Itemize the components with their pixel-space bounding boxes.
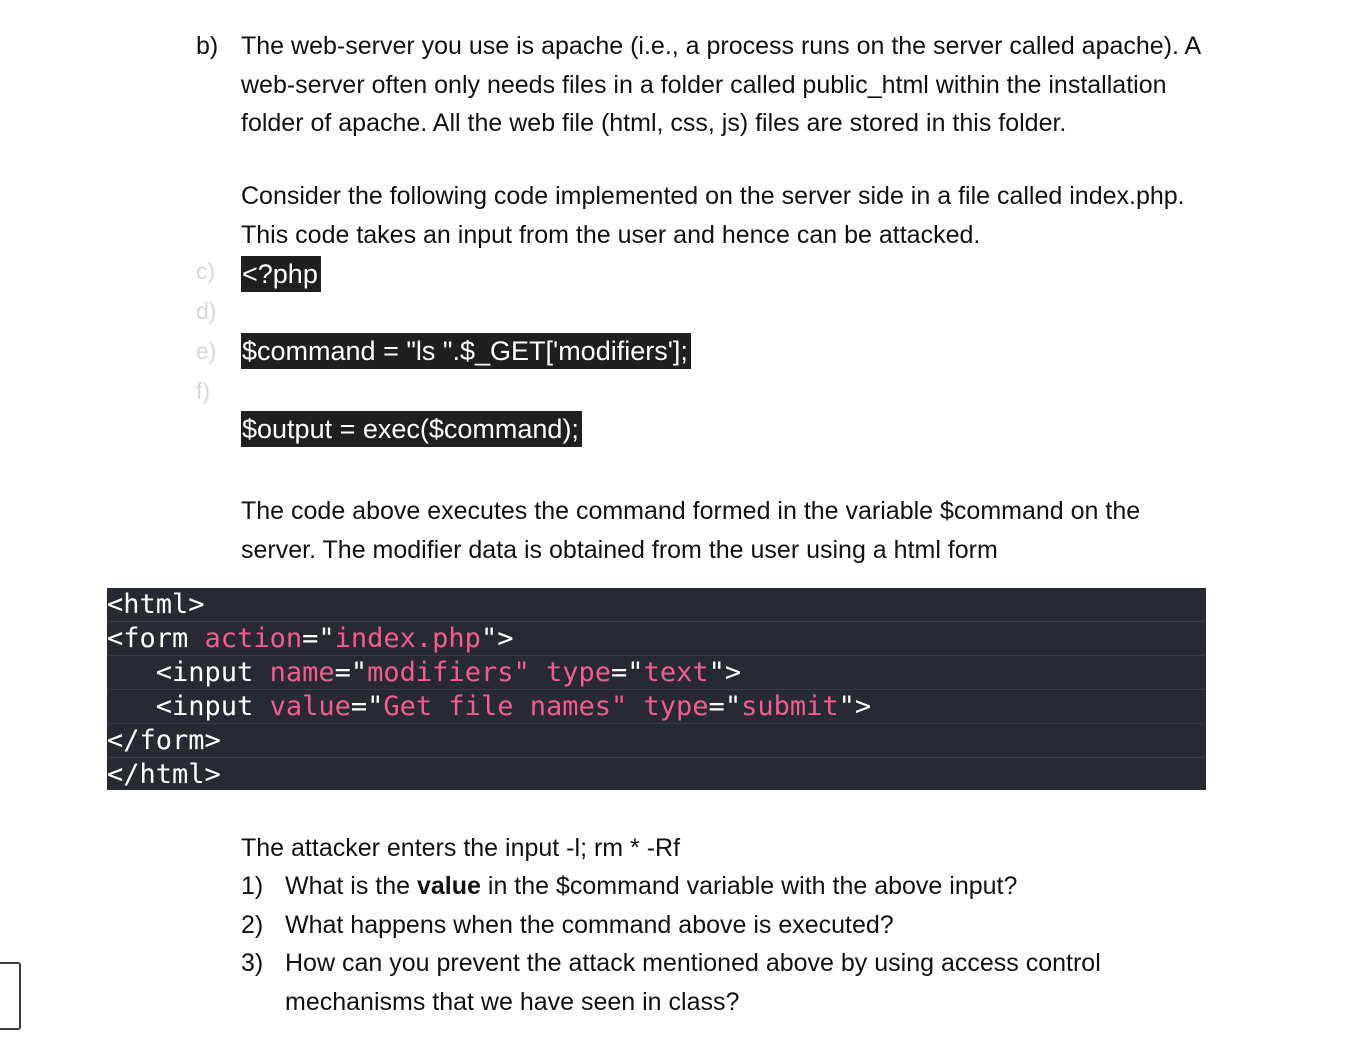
code-string: modifiers: [367, 657, 514, 688]
code-line-3: [107, 656, 1206, 690]
question-b-label: b): [196, 32, 219, 60]
question-item-3: [241, 944, 1216, 1021]
code-tag: <input: [155, 691, 254, 722]
question-number: 2): [241, 910, 264, 939]
code-quote: ": [367, 691, 384, 722]
code-string: Get file names: [383, 691, 611, 722]
side-panel-handle[interactable]: [0, 962, 21, 1030]
code-explanation: The code above executes the command formed in the variable $command on the server. The modifier data is obtained from the user using a html form: [241, 497, 1141, 564]
code-tag: <input: [155, 657, 254, 688]
question-item-2: [241, 906, 1216, 945]
code-equals: =: [611, 657, 628, 688]
code-tag: </form>: [107, 725, 221, 756]
code-quote: ": [350, 657, 368, 688]
ghost-label-f: f): [196, 378, 211, 404]
attacker-input-text: The attacker enters the input -l; rm * -Rf: [241, 834, 681, 862]
code-quote: ": [480, 623, 498, 654]
code-line-4: [107, 690, 1206, 724]
question-text: in the $command variable with the above input?: [480, 872, 1018, 900]
question-number: 3): [241, 949, 264, 977]
question-text: How can you prevent the attack mentioned above by using access control mechanisms that we have seen in class?: [285, 949, 1101, 1016]
question-b-consider: Consider the following code implemented on the server side in a file called index.php. This code takes an input from the user and hence can be attacked.: [241, 182, 1185, 249]
code-quote: ": [838, 691, 855, 722]
question-b-intro: The web-server you use is apache (i.e., a process runs on the server called apache). A web-server often only needs files in a folder called public_html within the installation folder of apache. All the web file (html, css, js) files are stored in this folder.: [241, 32, 1200, 137]
question-text: What happens when the command above is executed?: [285, 910, 894, 939]
code-equals: =: [334, 657, 351, 688]
code-equals: =: [708, 691, 725, 722]
code-string: submit: [741, 691, 839, 722]
code-quote: ": [610, 691, 628, 722]
question-list: [241, 867, 1216, 1021]
code-string: index.php: [334, 623, 481, 654]
question-item-1: [241, 867, 1216, 906]
ghost-label-d: d): [196, 298, 217, 324]
ghost-label-c: c): [196, 258, 216, 284]
html-code-block: [107, 588, 1206, 790]
php-command-line: $command = "ls ".$_GET['modifiers'];: [241, 333, 691, 369]
code-quote: ": [627, 657, 644, 688]
question-text: What is the: [285, 872, 417, 900]
code-equals: =: [302, 623, 319, 654]
code-line-5: [107, 724, 1206, 758]
code-tag: >: [724, 657, 742, 688]
code-tag: >: [854, 691, 872, 722]
code-tag: >: [497, 623, 514, 654]
code-tag: <html>: [107, 589, 205, 620]
code-attribute: type: [546, 657, 612, 688]
code-line-2: [107, 622, 1206, 656]
code-tag: </html>: [107, 759, 221, 790]
code-attribute: value: [269, 691, 351, 722]
php-output-line: $output = exec($command);: [241, 411, 582, 447]
code-attribute: name: [269, 657, 335, 688]
code-equals: =: [350, 691, 368, 722]
code-line-1: [107, 588, 1206, 622]
code-attribute: action: [204, 623, 303, 654]
code-quote: ": [708, 657, 725, 688]
code-indent: [107, 657, 156, 688]
code-quote: ": [318, 623, 335, 654]
ghost-label-e: e): [196, 338, 217, 364]
code-string: text: [643, 657, 709, 688]
code-line-6: [107, 758, 1206, 790]
php-open-tag: <?php: [241, 256, 321, 292]
question-bold-word: value: [417, 872, 481, 900]
question-number: 1): [241, 872, 264, 900]
code-attribute: type: [643, 691, 709, 722]
code-indent: [107, 691, 156, 722]
code-tag: <form: [107, 623, 189, 654]
code-quote: ": [513, 657, 530, 688]
code-quote: ": [724, 691, 742, 722]
